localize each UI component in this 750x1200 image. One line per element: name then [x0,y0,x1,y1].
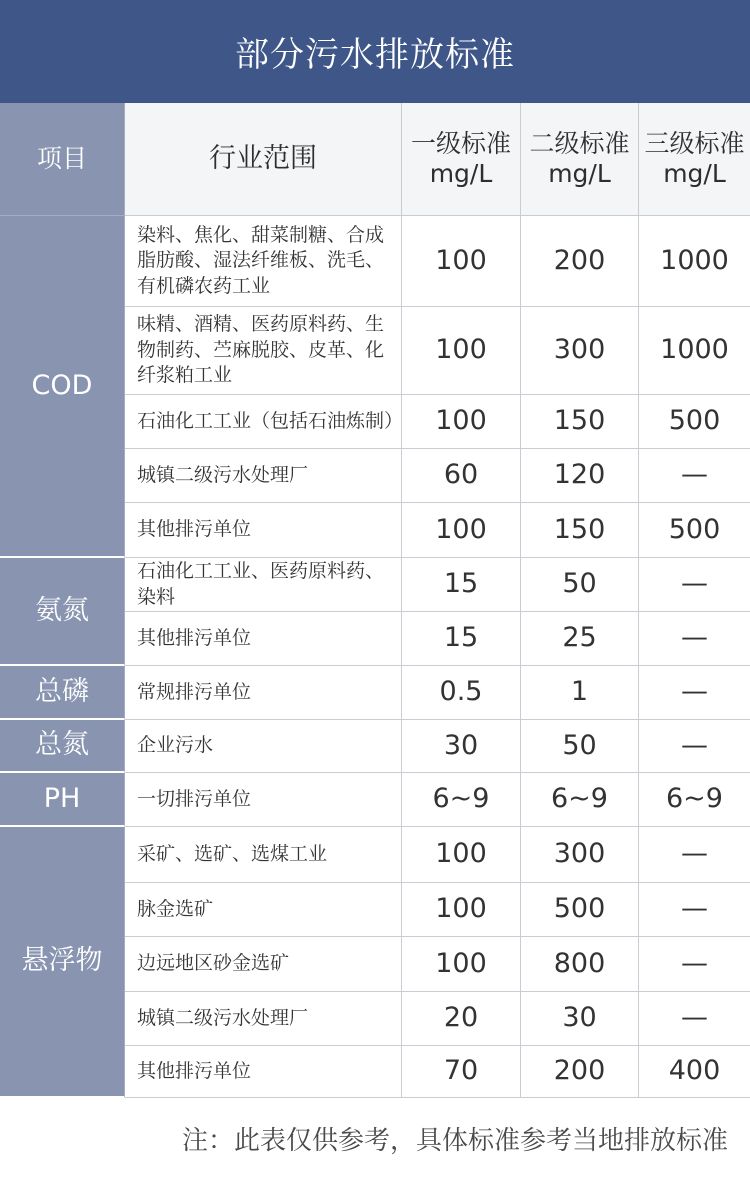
industry-cell: 石油化工工业、医药原料药、染料 [125,558,402,612]
header-level3 [639,103,750,216]
header-level1-unit: mg/L [429,159,493,188]
industry-cell: 其他排污单位 [125,1046,402,1098]
header-level3-unit: mg/L [663,159,726,188]
level1-value: 15 [402,612,521,666]
page-title: 部分污水排放标准 [0,0,750,103]
industry-cell: 城镇二级污水处理厂 [125,992,402,1046]
header-level2 [521,103,639,216]
header-item: 项目 [0,103,125,216]
industry-cell: 脉金选矿 [125,883,402,937]
level3-value: — [639,883,750,937]
industry-cell: 染料、焦化、甜菜制糖、合成脂肪酸、湿法纤维板、洗毛、有机磷农药工业 [125,216,402,307]
industry-cell: 边远地区砂金选矿 [125,937,402,992]
level2-value: 300 [521,827,639,883]
level3-value: — [639,449,750,503]
level2-value: 50 [521,720,639,773]
header-level1 [402,103,521,216]
level1-value: 30 [402,720,521,773]
level3-value: — [639,937,750,992]
level2-value: 25 [521,612,639,666]
header-level2-unit: mg/L [548,159,611,188]
param-cell: 悬浮物 [0,827,125,1098]
header-level3-name: 三级标准 [644,129,745,158]
param-cell: PH [0,773,125,827]
level3-value: 500 [639,503,750,558]
level2-value: 50 [521,558,639,612]
level1-value: 100 [402,827,521,883]
level3-value: — [639,992,750,1046]
level3-value: 6~9 [639,773,750,827]
level1-value: 100 [402,395,521,449]
level2-value: 200 [521,216,639,307]
level2-value: 300 [521,307,639,395]
level1-value: 20 [402,992,521,1046]
level3-value: — [639,827,750,883]
level3-value: — [639,666,750,720]
industry-cell: 石油化工工业（包括石油炼制） [125,395,402,449]
level3-value: 1000 [639,307,750,395]
level3-value: — [639,558,750,612]
standards-table [0,103,750,1097]
level1-value: 6~9 [402,773,521,827]
level3-value: 400 [639,1046,750,1098]
level1-value: 0.5 [402,666,521,720]
level1-value: 70 [402,1046,521,1098]
industry-cell: 味精、酒精、医药原料药、生物制药、苎麻脱胶、皮革、化纤浆粕工业 [125,307,402,395]
level2-value: 120 [521,449,639,503]
level2-value: 800 [521,937,639,992]
level2-value: 500 [521,883,639,937]
level2-value: 150 [521,503,639,558]
level2-value: 6~9 [521,773,639,827]
level3-value: — [639,720,750,773]
level2-value: 30 [521,992,639,1046]
industry-cell: 采矿、选矿、选煤工业 [125,827,402,883]
level1-value: 100 [402,937,521,992]
level1-value: 100 [402,307,521,395]
level3-value: 1000 [639,216,750,307]
level1-value: 100 [402,503,521,558]
industry-cell: 常规排污单位 [125,666,402,720]
industry-cell: 企业污水 [125,720,402,773]
level2-value: 1 [521,666,639,720]
header-level1-name: 一级标准 [410,129,511,158]
level2-value: 200 [521,1046,639,1098]
industry-cell: 其他排污单位 [125,612,402,666]
header-level2-name: 二级标准 [529,129,630,158]
level1-value: 100 [402,216,521,307]
level3-value: — [639,612,750,666]
level1-value: 60 [402,449,521,503]
footnote: 注：此表仅供参考，具体标准参考当地排放标准 [181,1126,728,1156]
industry-cell: 城镇二级污水处理厂 [125,449,402,503]
header-industry: 行业范围 [125,103,402,216]
level1-value: 15 [402,558,521,612]
param-cell: COD [0,216,125,558]
industry-cell: 一切排污单位 [125,773,402,827]
level1-value: 100 [402,883,521,937]
param-cell: 总磷 [0,666,125,720]
param-cell: 氨氮 [0,558,125,666]
level2-value: 150 [521,395,639,449]
level3-value: 500 [639,395,750,449]
industry-cell: 其他排污单位 [125,503,402,558]
param-cell: 总氮 [0,720,125,773]
